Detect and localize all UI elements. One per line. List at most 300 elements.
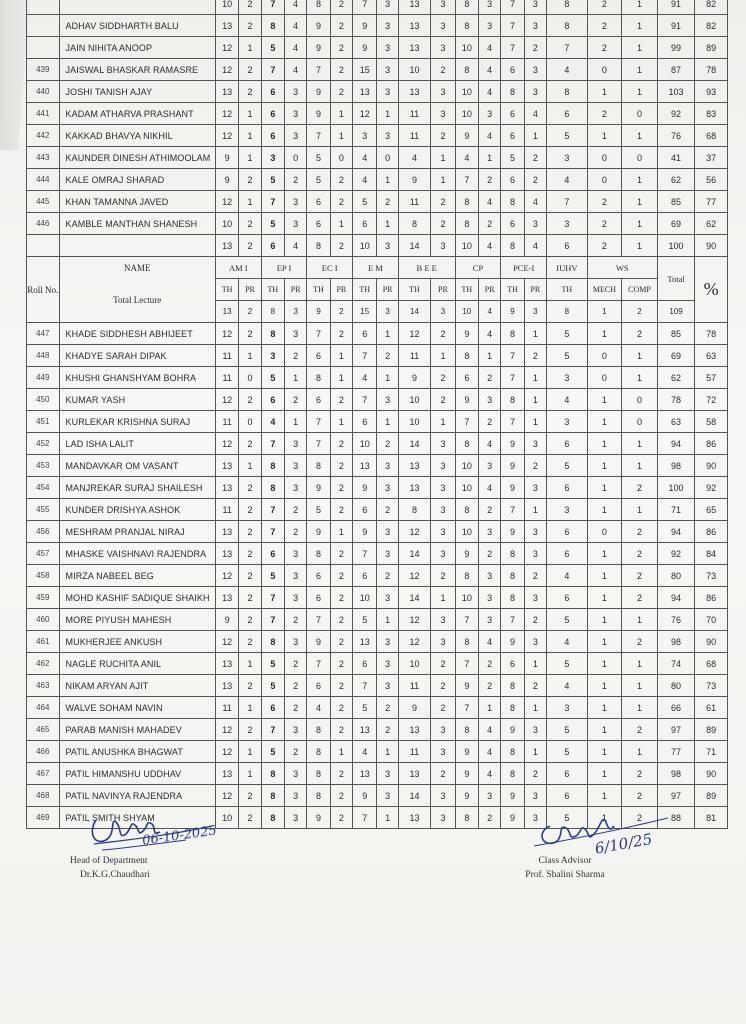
attendance-cell: 0 xyxy=(239,411,261,433)
attendance-cell: 2 xyxy=(479,653,501,675)
table-row xyxy=(27,411,728,433)
attendance-cell: 1 xyxy=(622,81,658,103)
attendance-cell: 1 xyxy=(587,675,622,697)
attendance-cell: 6 xyxy=(261,235,284,257)
attendance-cell: 2 xyxy=(330,697,352,719)
student-name: KAKKAD BHAVYA NIKHIL xyxy=(59,125,215,147)
total-lecture-cell: 9 xyxy=(501,301,524,323)
attendance-cell: 4 xyxy=(479,631,501,653)
sub-header: TH xyxy=(455,279,478,301)
attendance-cell: 3 xyxy=(547,367,588,389)
attendance-cell: 8 xyxy=(547,0,588,15)
attendance-cell: 9 xyxy=(501,433,524,455)
table-row xyxy=(27,323,728,345)
attendance-cell: 7 xyxy=(547,37,588,59)
attendance-cell: 3 xyxy=(377,235,398,257)
attendance-cell: 3 xyxy=(431,235,455,257)
attendance-cell: 2 xyxy=(285,521,307,543)
attendance-cell: 0 xyxy=(330,147,352,169)
attendance-cell: 3 xyxy=(431,631,455,653)
attendance-cell: 13 xyxy=(215,81,238,103)
student-name: MANJREKAR SURAJ SHAILESH xyxy=(59,477,215,499)
attendance-cell: 3 xyxy=(547,147,588,169)
attendance-cell: 10 xyxy=(353,433,377,455)
attendance-cell: 94 xyxy=(657,521,695,543)
attendance-cell: 3 xyxy=(524,15,546,37)
total-lecture-cell: 9 xyxy=(307,301,330,323)
attendance-cell: 8 xyxy=(455,565,478,587)
attendance-cell: 1 xyxy=(479,345,501,367)
attendance-cell: 6 xyxy=(261,389,284,411)
attendance-cell: 86 xyxy=(695,521,728,543)
attendance-cell: 1 xyxy=(587,433,622,455)
attendance-cell: 6 xyxy=(261,543,284,565)
attendance-cell: 2 xyxy=(330,191,352,213)
attendance-cell: 7 xyxy=(501,609,524,631)
attendance-cell: 3 xyxy=(479,565,501,587)
attendance-cell: 1 xyxy=(524,697,546,719)
attendance-cell: 9 xyxy=(455,543,478,565)
attendance-cell: 2 xyxy=(239,785,261,807)
attendance-cell: 1 xyxy=(622,653,658,675)
table-row xyxy=(27,103,728,125)
attendance-cell: 5 xyxy=(547,323,588,345)
attendance-cell: 2 xyxy=(431,125,455,147)
attendance-cell: 7 xyxy=(261,499,284,521)
attendance-cell: 9 xyxy=(501,807,524,829)
attendance-cell: 2 xyxy=(285,345,307,367)
attendance-cell: 1 xyxy=(330,521,352,543)
attendance-cell: 1 xyxy=(524,367,546,389)
attendance-cell: 90 xyxy=(695,631,728,653)
attendance-cell: 1 xyxy=(431,147,455,169)
attendance-cell: 8 xyxy=(455,0,478,15)
attendance-cell: 87 xyxy=(657,59,695,81)
student-name: JAISWAL BHASKAR RAMASRE xyxy=(59,59,215,81)
attendance-cell: 1 xyxy=(524,499,546,521)
attendance-cell: 2 xyxy=(285,609,307,631)
attendance-cell: 2 xyxy=(479,411,501,433)
attendance-cell: 2 xyxy=(330,235,352,257)
attendance-cell: 1 xyxy=(587,785,622,807)
attendance-cell: 3 xyxy=(377,81,398,103)
attendance-cell: 8 xyxy=(501,235,524,257)
attendance-cell: 1 xyxy=(622,0,658,15)
total-lecture-cell: 3 xyxy=(377,301,398,323)
attendance-cell: 3 xyxy=(431,785,455,807)
attendance-cell: 4 xyxy=(353,147,377,169)
attendance-cell: 92 xyxy=(657,103,695,125)
attendance-cell: 3 xyxy=(431,741,455,763)
attendance-cell: 1 xyxy=(587,587,622,609)
attendance-cell: 3 xyxy=(479,609,501,631)
attendance-cell: 2 xyxy=(524,37,546,59)
attendance-cell: 6 xyxy=(547,521,588,543)
attendance-cell: 2 xyxy=(377,565,398,587)
attendance-cell: 12 xyxy=(215,565,238,587)
attendance-cell: 2 xyxy=(431,389,455,411)
attendance-cell: 9 xyxy=(455,763,478,785)
attendance-cell: 84 xyxy=(695,543,728,565)
attendance-cell: 2 xyxy=(431,213,455,235)
attendance-cell: 3 xyxy=(377,521,398,543)
attendance-cell: 2 xyxy=(524,455,546,477)
attendance-cell: 4 xyxy=(261,411,284,433)
attendance-cell: 13 xyxy=(398,719,431,741)
hod-signature xyxy=(86,806,226,860)
attendance-cell: 98 xyxy=(657,631,695,653)
attendance-cell: 7 xyxy=(353,543,377,565)
attendance-cell: 7 xyxy=(307,59,330,81)
attendance-cell: 6 xyxy=(501,103,524,125)
attendance-cell: 13 xyxy=(398,763,431,785)
attendance-cell: 6 xyxy=(353,653,377,675)
attendance-cell: 11 xyxy=(215,411,238,433)
attendance-cell: 12 xyxy=(215,433,238,455)
attendance-cell: 91 xyxy=(657,15,695,37)
attendance-cell: 2 xyxy=(330,565,352,587)
attendance-cell: 5 xyxy=(547,609,588,631)
attendance-cell: 12 xyxy=(215,741,238,763)
roll-no: 440 xyxy=(27,81,60,103)
attendance-cell: 1 xyxy=(587,543,622,565)
attendance-cell: 2 xyxy=(431,59,455,81)
attendance-cell: 13 xyxy=(215,653,238,675)
attendance-cell: 9 xyxy=(501,719,524,741)
attendance-cell: 1 xyxy=(239,741,261,763)
table-row xyxy=(27,147,728,169)
attendance-cell: 7 xyxy=(455,653,478,675)
attendance-cell: 1 xyxy=(285,367,307,389)
attendance-table xyxy=(26,0,728,829)
attendance-cell: 3 xyxy=(285,103,307,125)
attendance-cell: 1 xyxy=(479,697,501,719)
attendance-cell: 1 xyxy=(377,103,398,125)
attendance-cell: 2 xyxy=(622,477,658,499)
attendance-cell: 3 xyxy=(524,0,546,15)
attendance-cell: 3 xyxy=(524,477,546,499)
attendance-cell: 1 xyxy=(622,235,658,257)
roll-no: 467 xyxy=(27,763,60,785)
attendance-cell: 7 xyxy=(307,653,330,675)
attendance-cell: 8 xyxy=(261,15,284,37)
attendance-cell: 8 xyxy=(455,499,478,521)
attendance-cell: 2 xyxy=(330,59,352,81)
roll-no: 462 xyxy=(27,653,60,675)
attendance-cell: 3 xyxy=(547,697,588,719)
attendance-cell: 9 xyxy=(307,807,330,829)
attendance-cell: 8 xyxy=(501,543,524,565)
attendance-cell: 4 xyxy=(398,147,431,169)
attendance-cell: 5 xyxy=(547,741,588,763)
sub-header: PR xyxy=(285,279,307,301)
attendance-cell: 6 xyxy=(455,367,478,389)
attendance-cell: 3 xyxy=(377,0,398,15)
attendance-cell: 1 xyxy=(479,147,501,169)
attendance-cell: 8 xyxy=(501,81,524,103)
attendance-cell: 1 xyxy=(330,741,352,763)
roll-no: 455 xyxy=(27,499,60,521)
attendance-cell: 2 xyxy=(587,37,622,59)
attendance-cell: 3 xyxy=(261,345,284,367)
attendance-cell: 4 xyxy=(547,631,588,653)
attendance-cell: 80 xyxy=(657,565,695,587)
attendance-cell: 7 xyxy=(455,697,478,719)
attendance-cell: 0 xyxy=(587,59,622,81)
attendance-cell: 2 xyxy=(330,323,352,345)
attendance-cell: 1 xyxy=(622,345,658,367)
attendance-cell: 4 xyxy=(547,59,588,81)
attendance-cell: 1 xyxy=(587,389,622,411)
student-name xyxy=(59,0,215,15)
attendance-cell: 0 xyxy=(587,169,622,191)
attendance-cell: 2 xyxy=(622,323,658,345)
attendance-cell: 4 xyxy=(353,741,377,763)
attendance-cell: 6 xyxy=(547,785,588,807)
attendance-cell: 1 xyxy=(524,741,546,763)
student-name: KURLEKAR KRISHNA SURAJ xyxy=(59,411,215,433)
attendance-cell: 13 xyxy=(353,763,377,785)
attendance-cell: 5 xyxy=(261,37,284,59)
attendance-cell: 1 xyxy=(330,103,352,125)
attendance-cell: 3 xyxy=(285,125,307,147)
roll-no xyxy=(27,235,60,257)
attendance-cell: 14 xyxy=(398,433,431,455)
attendance-cell: 2 xyxy=(524,609,546,631)
attendance-cell: 3 xyxy=(377,543,398,565)
attendance-cell: 11 xyxy=(215,697,238,719)
sub-header: PR xyxy=(479,279,501,301)
attendance-cell: 7 xyxy=(261,587,284,609)
attendance-cell: 10 xyxy=(398,653,431,675)
attendance-cell: 1 xyxy=(622,609,658,631)
table-row xyxy=(27,543,728,565)
attendance-cell: 9 xyxy=(353,785,377,807)
attendance-cell: 8 xyxy=(261,807,284,829)
roll-header: Roll No. xyxy=(27,257,60,323)
attendance-cell: 1 xyxy=(622,499,658,521)
table-row xyxy=(27,367,728,389)
attendance-cell: 0 xyxy=(285,147,307,169)
subject-header: EC I xyxy=(307,257,353,279)
attendance-cell: 2 xyxy=(431,653,455,675)
attendance-cell: 1 xyxy=(239,697,261,719)
attendance-cell: 4 xyxy=(524,235,546,257)
total-lecture-cell: 109 xyxy=(657,301,695,323)
roll-no: 464 xyxy=(27,697,60,719)
attendance-cell: 10 xyxy=(455,235,478,257)
attendance-cell: 2 xyxy=(330,631,352,653)
attendance-cell: 15 xyxy=(353,59,377,81)
attendance-cell: 2 xyxy=(330,719,352,741)
attendance-cell: 10 xyxy=(455,37,478,59)
attendance-cell: 97 xyxy=(657,719,695,741)
attendance-cell: 12 xyxy=(398,565,431,587)
attendance-cell: 3 xyxy=(547,213,588,235)
attendance-cell: 9 xyxy=(307,15,330,37)
attendance-cell: 12 xyxy=(398,609,431,631)
attendance-cell: 8 xyxy=(547,81,588,103)
attendance-cell: 62 xyxy=(695,213,728,235)
attendance-cell: 4 xyxy=(479,433,501,455)
attendance-cell: 3 xyxy=(285,719,307,741)
student-name: PARAB MANISH MAHADEV xyxy=(59,719,215,741)
table-row xyxy=(27,477,728,499)
attendance-cell: 2 xyxy=(431,675,455,697)
student-name: MHASKE VAISHNAVI RAJENDRA xyxy=(59,543,215,565)
attendance-cell: 2 xyxy=(285,653,307,675)
table-row xyxy=(27,521,728,543)
attendance-cell: 3 xyxy=(285,763,307,785)
attendance-cell: 10 xyxy=(455,477,478,499)
attendance-cell: 8 xyxy=(307,741,330,763)
table-row xyxy=(27,587,728,609)
attendance-cell: 7 xyxy=(261,0,284,15)
student-name: PATIL SMITH SHYAM xyxy=(59,807,215,829)
table-row xyxy=(27,191,728,213)
attendance-cell: 1 xyxy=(524,323,546,345)
attendance-cell: 62 xyxy=(657,169,695,191)
attendance-cell: 4 xyxy=(479,235,501,257)
attendance-cell: 13 xyxy=(215,15,238,37)
attendance-cell: 2 xyxy=(479,169,501,191)
attendance-cell: 90 xyxy=(695,455,728,477)
attendance-cell: 2 xyxy=(479,543,501,565)
attendance-cell: 2 xyxy=(330,81,352,103)
subject-header: B E E xyxy=(398,257,455,279)
attendance-cell: 2 xyxy=(239,59,261,81)
student-name: PATIL NAVINYA RAJENDRA xyxy=(59,785,215,807)
attendance-cell: 1 xyxy=(377,323,398,345)
roll-no: 444 xyxy=(27,169,60,191)
attendance-cell: 1 xyxy=(377,213,398,235)
attendance-cell: 9 xyxy=(398,367,431,389)
roll-no: 469 xyxy=(27,807,60,829)
attendance-cell: 10 xyxy=(215,807,238,829)
attendance-cell: 6 xyxy=(307,345,330,367)
attendance-cell: 4 xyxy=(285,235,307,257)
attendance-cell: 2 xyxy=(587,213,622,235)
attendance-cell: 5 xyxy=(547,125,588,147)
attendance-cell: 10 xyxy=(353,587,377,609)
attendance-cell: 5 xyxy=(307,147,330,169)
attendance-cell: 3 xyxy=(479,587,501,609)
total-lecture-cell: 15 xyxy=(353,301,377,323)
sub-header: TH xyxy=(547,279,588,301)
attendance-cell: 2 xyxy=(239,389,261,411)
table-row xyxy=(27,81,728,103)
attendance-cell: 2 xyxy=(377,433,398,455)
attendance-cell: 9 xyxy=(398,697,431,719)
sub-header: PR xyxy=(239,279,261,301)
attendance-cell: 11 xyxy=(215,345,238,367)
attendance-cell: 92 xyxy=(695,477,728,499)
attendance-cell: 5 xyxy=(261,653,284,675)
student-name: KAUNDER DINESH ATHIMOOLAM xyxy=(59,147,215,169)
attendance-cell: 6 xyxy=(547,433,588,455)
attendance-cell: 2 xyxy=(622,521,658,543)
attendance-cell: 4 xyxy=(479,763,501,785)
attendance-cell: 89 xyxy=(695,785,728,807)
attendance-cell: 0 xyxy=(622,389,658,411)
total-lecture-cell: 13 xyxy=(215,301,238,323)
attendance-cell: 1 xyxy=(330,367,352,389)
attendance-cell: 2 xyxy=(239,15,261,37)
student-name: PATIL HIMANSHU UDDHAV xyxy=(59,763,215,785)
attendance-cell: 8 xyxy=(501,323,524,345)
attendance-cell: 6 xyxy=(547,477,588,499)
attendance-cell: 12 xyxy=(398,521,431,543)
attendance-cell: 13 xyxy=(215,543,238,565)
table-row xyxy=(27,565,728,587)
attendance-cell: 103 xyxy=(657,81,695,103)
attendance-cell: 11 xyxy=(398,103,431,125)
attendance-cell: 11 xyxy=(398,191,431,213)
sub-header: COMP xyxy=(622,279,658,301)
attendance-cell: 0 xyxy=(622,147,658,169)
attendance-cell: 4 xyxy=(285,37,307,59)
total-lecture-cell: 3 xyxy=(524,301,546,323)
attendance-cell: 8 xyxy=(501,741,524,763)
attendance-cell: 3 xyxy=(261,147,284,169)
attendance-cell: 3 xyxy=(285,543,307,565)
attendance-cell: 1 xyxy=(377,411,398,433)
attendance-cell: 3 xyxy=(431,455,455,477)
attendance-cell: 3 xyxy=(285,587,307,609)
attendance-cell: 4 xyxy=(479,81,501,103)
attendance-cell: 9 xyxy=(455,125,478,147)
attendance-cell: 4 xyxy=(547,675,588,697)
attendance-cell: 63 xyxy=(695,345,728,367)
table-rows-top xyxy=(27,0,728,257)
attendance-cell: 2 xyxy=(239,323,261,345)
student-name: LAD ISHA LALIT xyxy=(59,433,215,455)
attendance-cell: 0 xyxy=(377,147,398,169)
attendance-cell: 3 xyxy=(524,719,546,741)
student-name: KUNDER DRISHYA ASHOK xyxy=(59,499,215,521)
attendance-cell: 1 xyxy=(622,455,658,477)
attendance-cell: 13 xyxy=(398,477,431,499)
attendance-cell: 8 xyxy=(307,367,330,389)
attendance-cell: 4 xyxy=(353,367,377,389)
roll-no: 443 xyxy=(27,147,60,169)
attendance-cell: 8 xyxy=(307,785,330,807)
attendance-cell: 2 xyxy=(431,367,455,389)
attendance-cell: 13 xyxy=(353,81,377,103)
attendance-cell: 12 xyxy=(215,323,238,345)
table-header xyxy=(27,257,728,323)
attendance-cell: 2 xyxy=(330,433,352,455)
attendance-cell: 3 xyxy=(431,103,455,125)
attendance-cell: 68 xyxy=(695,125,728,147)
attendance-cell: 9 xyxy=(455,389,478,411)
total-lecture-cell: 8 xyxy=(261,301,284,323)
attendance-cell: 7 xyxy=(307,125,330,147)
attendance-cell: 1 xyxy=(587,81,622,103)
attendance-cell: 6 xyxy=(353,565,377,587)
attendance-cell: 13 xyxy=(215,675,238,697)
roll-no: 460 xyxy=(27,609,60,631)
attendance-cell: 6 xyxy=(307,191,330,213)
attendance-cell: 1 xyxy=(622,213,658,235)
attendance-cell: 6 xyxy=(261,697,284,719)
attendance-cell: 1 xyxy=(239,37,261,59)
attendance-cell: 8 xyxy=(261,785,284,807)
attendance-cell: 2 xyxy=(431,191,455,213)
attendance-cell: 3 xyxy=(285,565,307,587)
attendance-cell: 3 xyxy=(524,587,546,609)
attendance-cell: 12 xyxy=(215,631,238,653)
